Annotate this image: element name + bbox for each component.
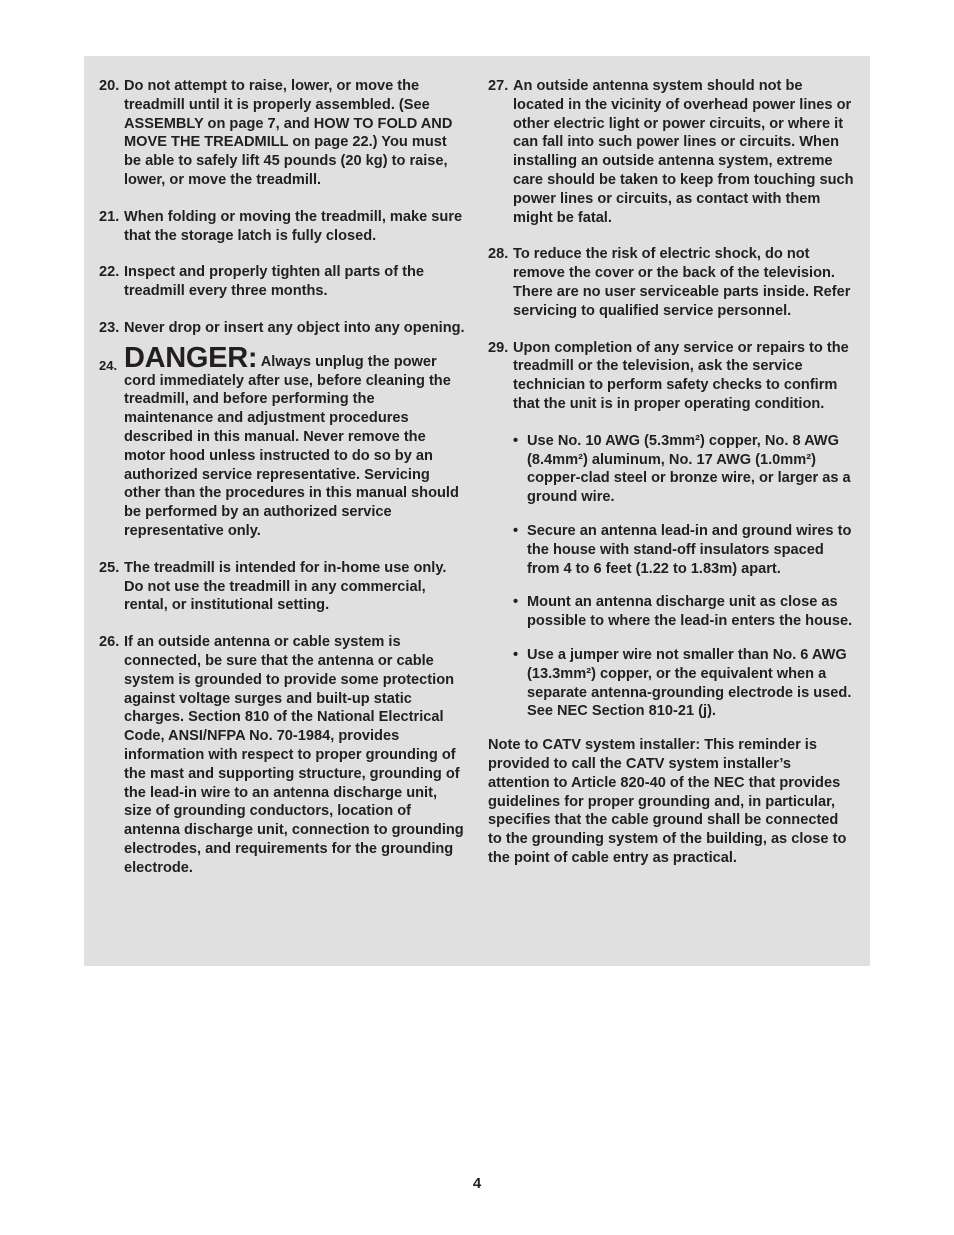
safety-item-21 [99,208,467,246]
safety-item-25 [99,559,467,615]
item-text: When folding or moving the treadmill, make sure that the storage latch is fully closed. [124,208,463,244]
item-text: An outside antenna system should not be located in the vicinity of overhead power lines or other electric light or power circuits, or where it can fall into such power lines or circuits. When installing an outside antenna system, extreme care should be taken to keep from touching such power lines or circuits, as contact with them might be fatal. [513,78,854,226]
right-column [488,77,856,868]
bullet-icon: • [513,522,519,539]
safety-item-26 [99,633,467,877]
item-text: Upon completion of any service or repairs to the treadmill or the television, ask the service technician to perform safety checks to confirm that the unit is in proper operating condition. [513,339,849,412]
grounding-bullet-list [513,432,856,721]
item-number: 20. [99,78,120,94]
list-item [513,432,856,507]
bullet-text: Use No. 10 AWG (5.3mm²) copper, No. 8 AWG (8.4mm²) aluminum, No. 17 AWG (1.0mm²) copper-clad steel or bronze wire, or larger as a ground wire. [527,432,851,506]
item-number: 26. [99,634,120,651]
safety-item-29 [488,339,856,414]
bullet-text: Use a jumper wire not smaller than No. 6 AWG (13.3mm²) copper, or the equivalent when a separate antenna-grounding electrode is used. See NEC Section 810-21 (j). [527,646,852,720]
page-number: 4 [472,1175,482,1192]
item-number: 24. [99,357,118,373]
bullet-icon: • [513,432,519,449]
item-text: To reduce the risk of electric shock, do not remove the cover or the back of the television. There are no user serviceable parts inside. Refer servicing to qualified service personnel. [513,246,851,319]
danger-paragraph [124,341,467,541]
item-number: 23. [99,319,120,336]
list-item [513,646,856,721]
safety-item-20 [99,77,467,190]
item-number: 21. [99,208,120,225]
item-number: 28. [488,246,509,263]
item-text: Never drop or insert any object into any opening. [124,319,465,336]
item-text: If an outside antenna or cable system is connected, be sure that the antenna or cable system is grounded to provide some protection against voltage surges and built-up static charges. Section 810 of the National Electrical Code, ANSI/NFPA No. 70-1984, provides information with respect to proper grounding of the mast and supporting structure, grounding of the lead-in wire to an antenna discharge unit, size of grounding conductors, location of antenna discharge unit, connection to grounding electrodes, and requirements for the grounding electrode. [124,634,464,876]
item-number: 29. [488,339,509,356]
safety-item-28 [488,245,856,320]
catv-installer-note: Note to CATV system installer: This reminder is provided to call the CATV system installer’s attention to Article 820-40 of the NEC that provides guidelines for proper grounding and, in particular, specifies that the cable ground shall be connected to the grounding system of the building, as close to the point of cable entry as practical. [488,737,847,866]
bullet-icon: • [513,646,519,663]
item-text: Do not attempt to raise, lower, or move the treadmill until it is properly assembled. (See ASSEMBLY on page 7, and HOW TO FOLD AND MOVE THE TREADMILL on page 22.) You must be able to safely lift 45 pounds (20 kg) to raise, lower, or move the treadmill. [124,78,453,188]
item-text: Inspect and properly tighten all parts of the treadmill every three months. [124,264,425,300]
safety-item-24-danger [99,341,467,541]
safety-item-27 [488,77,856,227]
left-column [99,77,467,895]
danger-text: Always unplug the power cord immediately after use, before cleaning the treadmill, and before performing the maintenance and adjustment procedures described in this manual. Never remove the motor hood unless instructed to do so by an authorized service representative. Servicing other than the procedures in this manual should be performed by an authorized service representative only. [124,353,459,539]
item-number: 25. [99,559,120,576]
bullet-text: Mount an antenna discharge unit as close as possible to where the lead-in enters the house. [527,594,853,630]
item-number: 27. [488,78,509,94]
bullet-text: Secure an antenna lead-in and ground wires to the house with stand-off insulators spaced from 4 to 6 feet (1.22 to 1.83m) apart. [527,522,852,577]
list-item [513,522,856,578]
safety-item-23 [99,319,467,338]
list-item [513,593,856,631]
danger-heading: DANGER: [124,341,258,374]
bullet-icon: • [513,594,519,611]
safety-item-22 [99,263,467,301]
item-text: The treadmill is intended for in-home use only. Do not use the treadmill in any commercial, rental, or institutional setting. [124,559,447,614]
item-number: 22. [99,264,120,281]
